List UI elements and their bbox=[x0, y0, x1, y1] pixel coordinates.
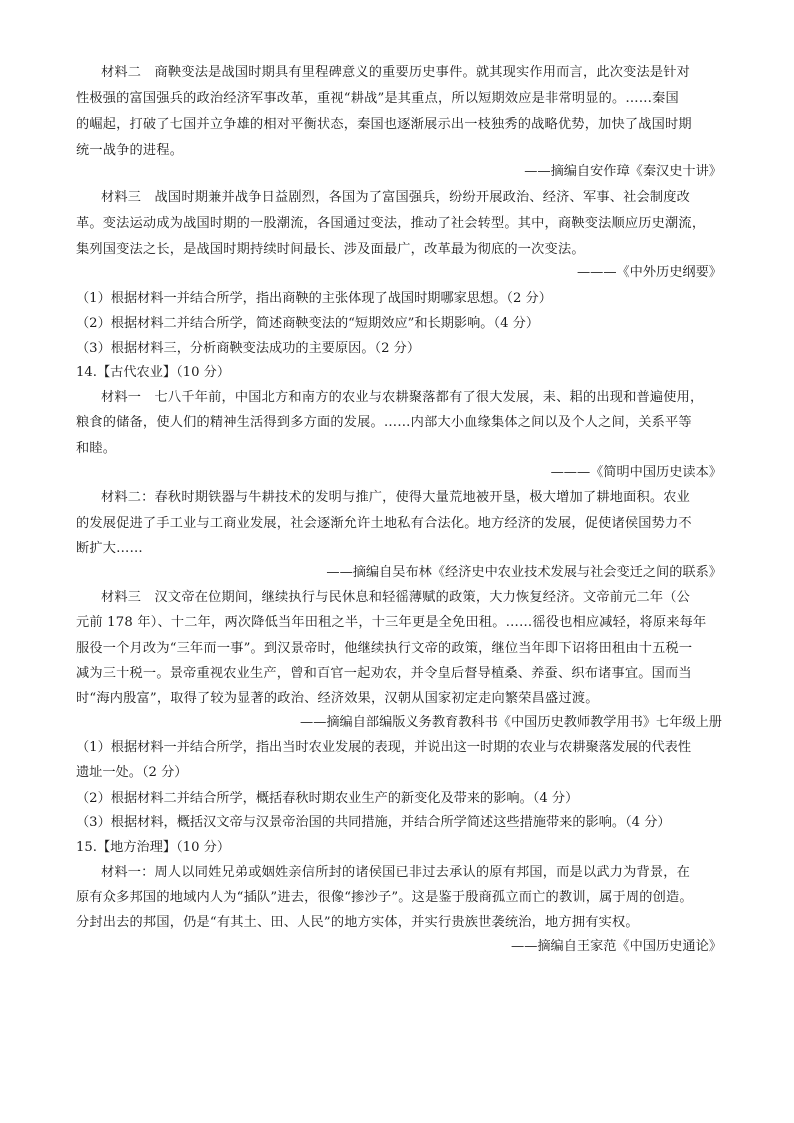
material-2b-source: ——摘编自吴布林《经济史中农业技术发展与社会变迁之间的联系》 bbox=[326, 565, 722, 580]
material-1b-source: ———《简明中国历史读本》 bbox=[550, 465, 722, 480]
material-3-line-1: 材料三 战国时期兼并战争日益剧烈，各国为了富国强兵，纷纷开展政治、经济、军事、社会制度改 bbox=[101, 190, 691, 205]
material-2b-line-3: 断扩大…… bbox=[76, 541, 143, 556]
question-14-3: （3）根据材料，概括汉文帝与汉景帝治国的共同措施，并结合所学简述这些措施带来的影响。（4 分） bbox=[76, 815, 671, 830]
material-3-line-2: 革。变法运动成为战国时期的一股潮流，各国通过变法，推动了社会转型。其中，商鞅变法顺应历史潮流， bbox=[76, 216, 706, 231]
material-3b-line-1: 材料三 汉文帝在位期间，继续执行与民休息和轻徭薄赋的政策，大力恢复经济。文帝前元二年（公 bbox=[101, 590, 691, 605]
material-1c-line-2: 原有众多邦国的地域内人为“插队”进去，很像“掺沙子”。这是鉴于殷商孤立而亡的教训，属于周的创造。 bbox=[76, 890, 693, 905]
question-14-1-line-1: （1）根据材料一并结合所学，指出当时农业发展的表现，并说出这一时期的农业与农耕聚落发展的代表性 bbox=[76, 740, 692, 755]
material-3b-line-4: 减为三十税一。景帝重视农业生产，曾和百官一起劝农，并令皇后督导植桑、养蚕、织布诸事宜。国而当 bbox=[76, 666, 692, 681]
material-3b-line-5: 时“海内殷富”，取得了较为显著的政治、经济效果，汉朝从国家初定走向繁荣昌盛过渡。 bbox=[76, 691, 599, 706]
material-1c-line-1: 材料一：周人以同姓兄弟或姻姓亲信所封的诸侯国已非过去承认的原有邦国，而是以武力为背景，在 bbox=[101, 865, 691, 880]
question-13-2: （2）根据材料二并结合所学，简述商鞅变法的“短期效应”和长期影响。（4 分） bbox=[76, 316, 540, 331]
material-2-line-2: 性极强的富国强兵的政治经济军事改革，重视“耕战”是其重点，所以短期效应是非常明显的。……秦国 bbox=[76, 91, 679, 106]
material-2-line-4: 统一战争的进程。 bbox=[76, 143, 184, 158]
material-2-line-3: 的崛起，打破了七国并立争雄的相对平衡状态，秦国也逐渐展示出一枝独秀的战略优势，加快了战国时期 bbox=[76, 117, 692, 132]
material-1c-source: ——摘编自王家范《中国历史通论》 bbox=[511, 939, 722, 954]
question-14-1-line-2: 遗址一处。（2 分） bbox=[76, 765, 188, 780]
question-14-2: （2）根据材料二并结合所学，概括春秋时期农业生产的新变化及带来的影响。（4 分） bbox=[76, 791, 579, 806]
question-14-heading: 14.【古代农业】（10 分） bbox=[76, 365, 231, 380]
question-15-heading: 15.【地方治理】（10 分） bbox=[76, 840, 231, 855]
material-1b-line-2: 粮食的储备，使人们的精神生活得到多方面的发展。……内部大小血缘集体之间以及个人之间，关系平等 bbox=[76, 415, 692, 430]
material-3b-source: ——摘编自部编版义务教育教科书《中国历史教师教学用书》七年级上册 bbox=[300, 715, 722, 730]
question-13-3: （3）根据材料三，分析商鞅变法成功的主要原因。（2 分） bbox=[76, 341, 421, 356]
material-3-source: ———《中外历史纲要》 bbox=[576, 265, 722, 280]
material-2-line-1: 材料二 商鞅变法是战国时期具有里程碑意义的重要历史事件。就其现实作用而言，此次变法是针对 bbox=[101, 65, 691, 80]
material-3b-line-3: 服役一个月改为“三年而一事”。到汉景帝时，他继续执行文帝的政策，继位当年即下诏将田租由十五税一 bbox=[76, 641, 693, 656]
material-2b-line-2: 的发展促进了手工业与工商业发展，社会逐渐允许土地私有合法化。地方经济的发展，促使诸侯国势力不 bbox=[76, 516, 692, 531]
material-1b-line-3: 和睦。 bbox=[76, 441, 117, 456]
material-1b-line-1: 材料一 七八千年前，中国北方和南方的农业与农耕聚落都有了很大发展，耒、耜的出现和普遍使用， bbox=[101, 390, 704, 405]
material-2-source: ——摘编自安作璋《秦汉史十讲》 bbox=[524, 164, 722, 179]
material-2b-line-1: 材料二：春秋时期铁器与牛耕技术的发明与推广，使得大量荒地被开垦，极大增加了耕地面积。农业 bbox=[101, 490, 691, 505]
material-1c-line-3: 分封出去的邦国，仍是“有其土、田、人民”的地方实体，并实行贵族世袭统治，地方拥有实权。 bbox=[76, 915, 639, 930]
material-3-line-3: 集列国变法之长，是战国时期持续时间最长、涉及面最广，改革最为彻底的一次变法。 bbox=[76, 242, 585, 257]
material-3b-line-2: 元前 178 年）、十二年，两次降低当年田租之半，十三年更是全免田租。……徭役也相应减轻，将原来每年 bbox=[76, 615, 707, 630]
question-13-1: （1）根据材料一并结合所学，指出商鞅的主张体现了战国时期哪家思想。（2 分） bbox=[76, 291, 552, 306]
